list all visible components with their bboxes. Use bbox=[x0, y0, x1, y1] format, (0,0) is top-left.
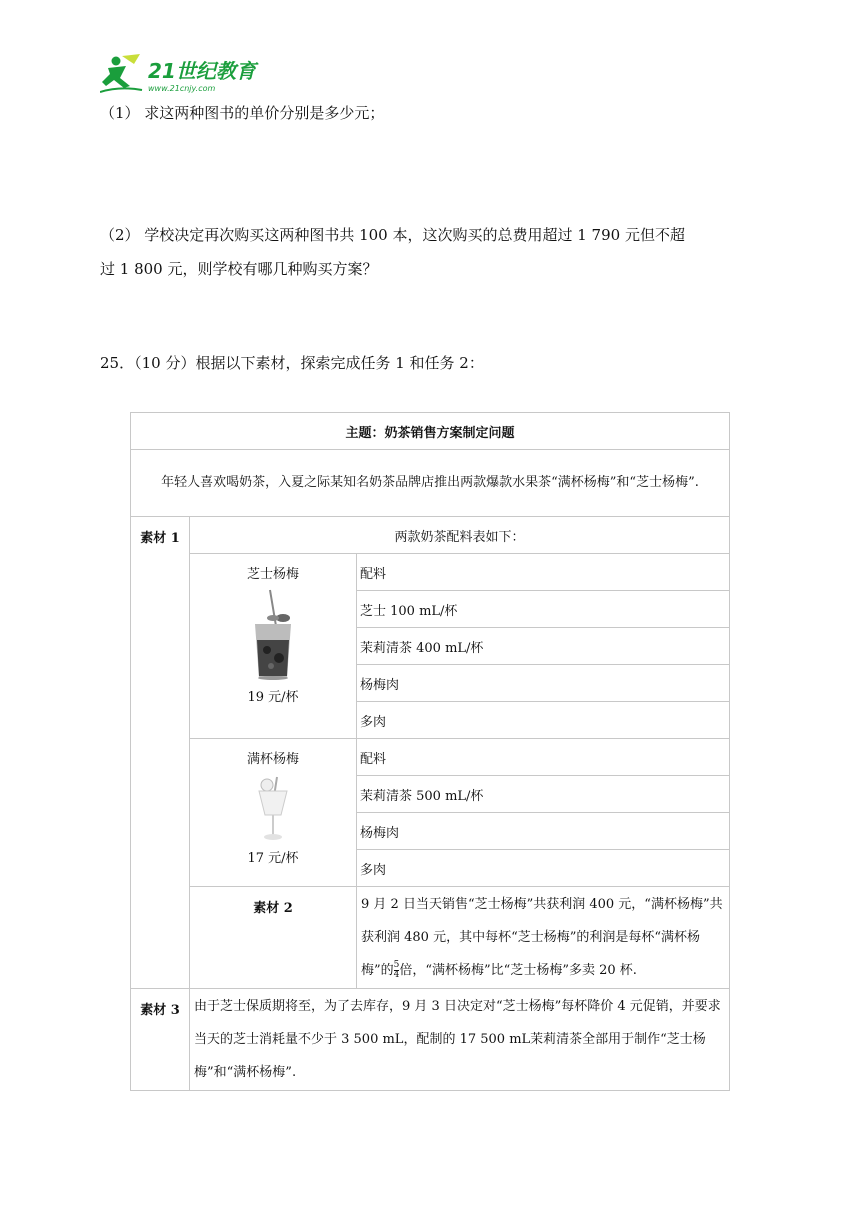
ingredient-row: 杨梅肉 bbox=[357, 813, 730, 850]
material-3-text: 由于芝士保质期将至，为了去库存，9 月 3 日决定对“芝士杨梅”每杯降价 4 元促销，并要求当天的芝士消耗量不少于 3 500 mL，配制的 17 500 mL茉莉清茶全部用于制作“芝士杨梅”和“满杯杨梅”. bbox=[190, 989, 730, 1091]
drink-price: 17 元/杯 bbox=[247, 851, 299, 866]
drink-bayberry-cell bbox=[190, 739, 357, 887]
ingredient-row: 茉莉清茶 400 mL/杯 bbox=[357, 628, 730, 665]
material-2-label: 素材 2 bbox=[190, 887, 357, 989]
cheese-drink-icon bbox=[243, 588, 303, 684]
question-2-line-1: （2） 学校决定再次购买这两种图书共 100 本，这次购买的总费用超过 1 790 元但不超 bbox=[100, 226, 685, 244]
material-table bbox=[130, 412, 730, 1091]
ingredient-row: 配料 bbox=[357, 739, 730, 776]
drink-name: 芝士杨梅 bbox=[246, 567, 299, 582]
logo bbox=[100, 52, 270, 96]
ingredient-row: 多肉 bbox=[357, 702, 730, 739]
question-25: 25．（10 分）根据以下素材，探索完成任务 1 和任务 2： bbox=[100, 354, 484, 372]
drink-cheese-cell bbox=[190, 554, 357, 739]
drink-price: 19 元/杯 bbox=[247, 690, 299, 705]
question-1: （1） 求这两种图书的单价分别是多少元； bbox=[100, 104, 385, 122]
ingredient-row: 茉莉清茶 500 mL/杯 bbox=[357, 776, 730, 813]
material-3-label: 素材 3 bbox=[131, 989, 190, 1091]
logo-url: www.21cnjy.com bbox=[148, 84, 216, 93]
table-title: 主题：奶茶销售方案制定问题 bbox=[131, 413, 730, 450]
ingredient-row: 杨梅肉 bbox=[357, 665, 730, 702]
runner-icon bbox=[100, 54, 142, 92]
material-1-label: 素材 1 bbox=[131, 517, 190, 989]
material-2-text: 9 月 2 日当天销售“芝士杨梅”共获利润 400 元，“满杯杨梅”共获利润 480 元，其中每杯“芝士杨梅”的利润是每杯“满杯杨梅”的 $\frac{5}{4}$ 倍，“满杯杨梅”比“芝士杨梅”多卖 20 杯. bbox=[357, 887, 730, 989]
material-1-desc: 两款奶茶配料表如下： bbox=[190, 517, 730, 554]
ingredient-row: 多肉 bbox=[357, 850, 730, 887]
fraction: $\frac{5}{4}$ bbox=[393, 960, 400, 980]
ingredient-row: 配料 bbox=[357, 554, 730, 591]
table-intro: 年轻人喜欢喝奶茶，入夏之际某知名奶茶品牌店推出两款爆款水果茶“满杯杨梅”和“芝士杨梅”. bbox=[131, 450, 730, 517]
bayberry-drink-icon bbox=[243, 773, 303, 845]
ingredient-row: 芝士 100 mL/杯 bbox=[357, 591, 730, 628]
drink-name: 满杯杨梅 bbox=[246, 752, 299, 767]
question-2 bbox=[100, 218, 750, 286]
question-2-line-2: 过 1 800 元，则学校有哪几种购买方案？ bbox=[100, 260, 378, 278]
logo-text: 21世纪教育 bbox=[148, 59, 256, 83]
